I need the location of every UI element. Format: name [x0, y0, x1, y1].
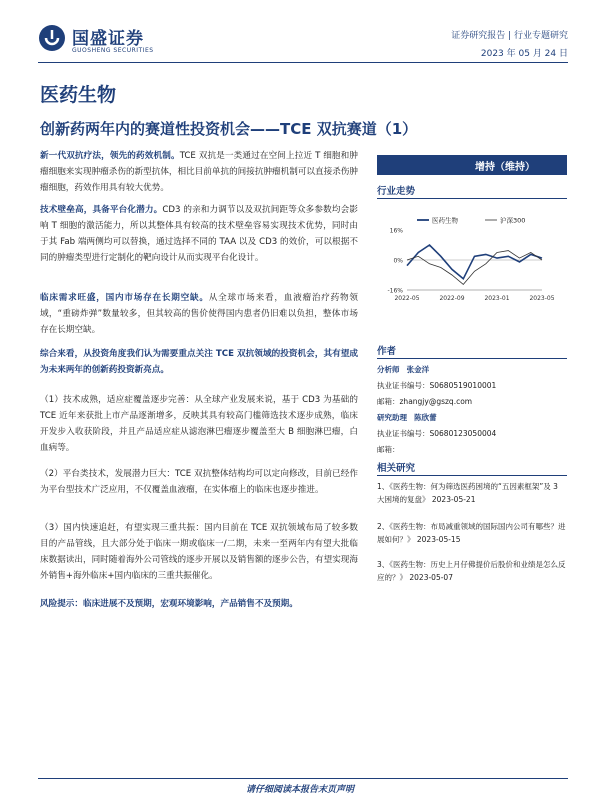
related-item-text: 2、《医药生物：布局减重领域的国际国内公司有哪些？进展如何？》: [377, 522, 566, 544]
y-tick-label: 0%: [393, 257, 403, 265]
paragraph-highlight: 临床需求旺盛，国内市场存在长期空缺。: [40, 293, 209, 303]
license-row-2: [377, 428, 496, 439]
report-type: 证券研究报告 | 行业专题研究: [451, 31, 568, 41]
related-item-3[interactable]: [377, 558, 567, 584]
x-tick-label: 2022-09: [439, 295, 465, 302]
paragraph-highlight: 新一代双抗疗法，领先的药效机制。: [40, 151, 180, 161]
report-title: 创新药两年内的赛道性投资机会——TCE 双抗赛道（1）: [40, 120, 418, 138]
related-title: 相关研究: [377, 463, 416, 474]
report-date: 2023 年 05 月 24 日: [480, 49, 568, 59]
x-tick-label: 2022-05: [394, 295, 420, 302]
related-item-text: 3、《医药生物：历史上月仔佛提价后股价和业绩是怎么反应的？》: [377, 560, 566, 582]
analyst-label: 分析师: [377, 365, 400, 374]
paragraph-1: [40, 148, 358, 196]
logo-text-cn: 国盛证券: [72, 29, 144, 49]
footer-disclaimer: 请仔细阅读本报告末页声明: [245, 785, 354, 795]
industry-name: 医药生物: [40, 84, 117, 106]
related-divider: [377, 475, 567, 476]
assistant-name: 陈欣蕾: [414, 413, 437, 422]
analyst-row: [377, 364, 429, 375]
rating-text: 增持（维持）: [475, 162, 535, 173]
license-label: 执业证书编号：: [377, 381, 430, 390]
x-tick-label: 2023-01: [484, 295, 510, 302]
y-tick-label: 16%: [389, 227, 403, 235]
email-link[interactable]: zhangjy@gszq.com: [399, 397, 473, 406]
paragraph-2: [40, 202, 358, 266]
trend-divider: [377, 198, 567, 199]
paragraph-text: （2）平台类技术，发展潜力巨大：TCE 双抗整体结构均可以定向修改，目前已经作为平台型技术广泛应用，不仅覆盖血液瘤，在实体瘤上的临床也逐步推进。: [40, 469, 358, 495]
assistant-label: 研究助理: [377, 413, 407, 422]
assistant-row: [377, 412, 437, 423]
authors-divider: [377, 358, 567, 359]
license-number: S0680123050004: [429, 429, 497, 438]
related-item-date: 2023-05-07: [409, 573, 453, 582]
license-label: 执业证书编号：: [377, 429, 430, 438]
analyst-name: 张金洋: [406, 365, 430, 374]
paragraph-text: TCE 双抗是一类通过在空间上拉近 T 细胞和肿瘤细胞来实现肿瘤杀伤的新型抗体，相比目前单抗的间接抗肿瘤机制可以直接杀伤肿瘤细胞，药效作用具有较大优势。: [40, 151, 358, 193]
y-tick-label: -16%: [387, 287, 403, 295]
paragraph-3: [40, 290, 358, 338]
paragraph-5: [40, 392, 358, 456]
paragraph-text: （1）技术成熟，适应症覆盖逐步完善：从全球产业发展来说，基于 CD3 为基础的 TCE 近年来获批上市产品逐渐增多，反映其具有较高门槛筛选技术逐步成熟，临床开发步入收获阶段，并且产品适应症从滤泡淋巴瘤逐步覆盖至大 B 细胞淋巴瘤，白血病等。: [40, 395, 358, 453]
paragraph-highlight: 综合来看，从投资角度我们认为需要重点关注 TCE 双抗领域的投资机会，其有望成为未来两年的创新药投资新亮点。: [40, 349, 358, 375]
related-item-2[interactable]: [377, 520, 567, 546]
paragraph-highlight: 技术壁垒高，具备平台化潜力。: [40, 205, 163, 215]
paragraph-7: [40, 520, 358, 584]
email-row-2: [377, 444, 400, 455]
paragraph-4: [40, 346, 358, 378]
rating-badge: [377, 155, 567, 175]
legend-entry-pharma: 医药生物: [432, 216, 458, 225]
company-logo: [38, 22, 168, 58]
legend-entry-csi300: 沪深300: [500, 216, 526, 225]
paragraph-6: [40, 466, 358, 498]
risk-warning: [40, 596, 358, 612]
license-number: S0680519010001: [429, 381, 497, 390]
email-label: 邮箱：: [377, 445, 400, 454]
x-tick-label: 2023-05: [529, 295, 555, 302]
paragraph-text: （3）国内快速追赶，有望实现三重共振：国内目前在 TCE 双抗领域布局了较多数目的产品管线，且大部分处于临床一期或临床一/二期，未来一至两年内有望大批临床数据读出，同时随着海外公司管线的逐步开展以及销售额的逐步公告，有望实现海外销售+海外临床+国内临床的三重共振催化。: [40, 523, 358, 581]
trend-title: 行业走势: [377, 186, 416, 197]
footer-divider: [38, 778, 568, 779]
header-divider: [38, 62, 568, 63]
paragraph-text: 从全球市场来看，血液瘤治疗药物领域，“重磅炸弹”数量较多，但其较高的售价使得国内患者仍旧难以负担，整体市场存在长期空缺。: [40, 293, 358, 335]
industry-trend-chart: [377, 212, 567, 322]
authors-title: 作者: [377, 346, 397, 357]
paragraph-text: CD3 的亲和力调节以及双抗间距等众多参数均会影响 T 细胞的激活能力，所以其整体具有较高的技术壁垒容易实现技术优势，同时由于其 Fab 端两侧均可以替换，通过选择不同的 TAA 以及 CD3 的效价，可以根据不同的肿瘤类型进行定制化的靶向设计从而实现平台化设计。: [40, 205, 358, 263]
email-row: [377, 396, 472, 407]
paragraph-highlight: 风险提示：临床进展不及预期，宏观环境影响，产品销售不及预期。: [40, 599, 298, 609]
related-item-text: 1、《医药生物：何为筛选医药困境的“五因素框架”及 3 大困境的复盘》: [377, 482, 558, 504]
license-row-1: [377, 380, 496, 391]
related-item-date: 2023-05-15: [416, 535, 461, 544]
logo-mark-icon: [38, 24, 66, 52]
related-item-1[interactable]: [377, 480, 567, 506]
email-label: 邮箱：: [377, 397, 400, 406]
logo-text-en: GUOSHENG SECURITIES: [72, 47, 154, 54]
related-item-date: 2023-05-21: [431, 495, 476, 504]
